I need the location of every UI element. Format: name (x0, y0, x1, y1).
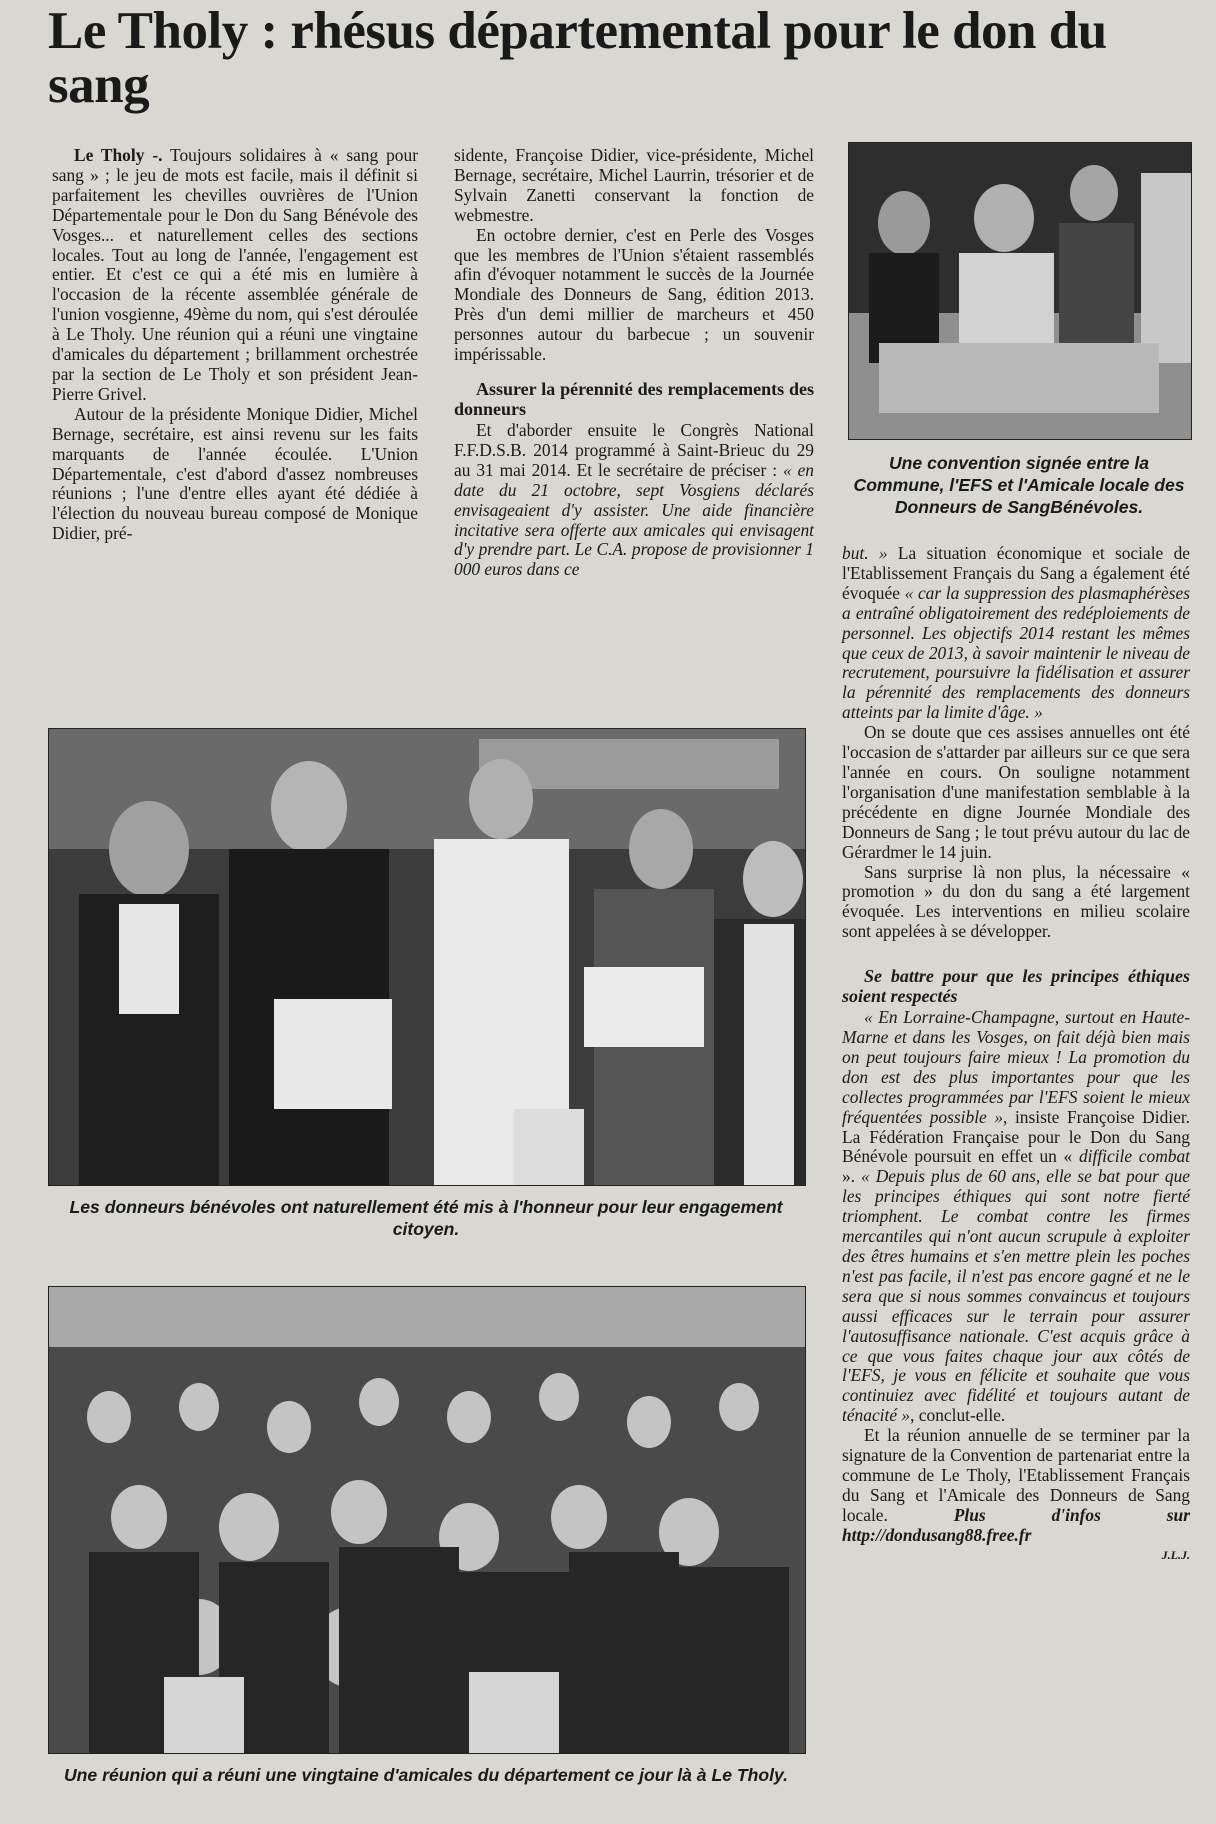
article-column-2 (454, 146, 814, 580)
photo-meeting-audience (48, 1286, 806, 1754)
article-column-1 (52, 146, 418, 544)
photo-placeholder (49, 729, 805, 1185)
subheading: Assurer la pérennité des remplacements des donneurs (454, 378, 814, 419)
paragraph-text: Et d'aborder ensuite le Congrès National F.F.D.S.B. 2014 programmé à Saint-Brieuc du 29 au 31 mai 2014. Et le secrétaire de préciser : (454, 419, 814, 480)
paragraph: Toujours solidaires à « sang pour sang » ; le jeu de mots est facile, mais il définit si parfaitement les chevilles ouvrières de l'Union Départementale pour le Don du Sang Bénévole des Vosges... et naturellement celles des sections locales. Tout au long de l'année, l'engagement est entier. Et c'est ce qui a été mis en lumière à l'occasion de la récente assemblée générale de l'union vosgienne, 49ème du nom, qui s'est déroulée à Le Tholy. Une réunion qui a réuni une vingtaine d'amicales du département ; brillamment orchestrée par la section de Le Tholy et son président Jean-Pierre Grivel. (52, 145, 418, 404)
caption-photo-2: Les donneurs bénévoles ont naturellement été mis à l'honneur pour leur engagement citoyen. (69, 1197, 783, 1239)
photo-honoured-donors (48, 728, 806, 1186)
paragraph-text: Et la réunion annuelle de se terminer par la signature de la Convention de partenariat entre la commune de Le Tholy, l'Etablissement Français du Sang et l'Amicale des Donneurs de Sang locale. (842, 1425, 1190, 1525)
photo-placeholder (49, 1287, 805, 1753)
paragraph: Sans surprise là non plus, la nécessaire « promotion » du don du sang a été largement évoquée. Les interventions en milieu scolaire sont appelées à se développer. (842, 861, 1190, 942)
quote-text: « Depuis plus de 60 ans, elle se bat pour que les principes éthiques qui sont notre fierté triomphent. Le combat contre les firmes mercantiles qui n'ont aucun scrupule à exploiter des êtres humains et s'en mettre plein les poches n'est pas facile, il n'est pas encore gagné et ne le sera que si nous sommes convaincus et toujours aussi efficaces sur le terrain pour assurer l'autosuffisance nationale. C'est acquis grâce à ce que vous faites chaque jour aux côtés de l'EFS, je vous en félicite et souhaite que vous continuiez avec fidélité et toujours autant de ténacité » (842, 1166, 1191, 1426)
subheading: Se battre pour que les principes éthiques soient respectés (842, 966, 1190, 1007)
paragraph: Autour de la présidente Monique Didier, Michel Bernage, secrétaire, est ainsi revenu sur les faits marquants de l'année écoulée. L'Union Départementale, c'est d'abord d'assez nombreuses réunions ; l'une d'entre elles ayant été dédiée à l'élection du nouveau bureau composé de Monique Didier, pré- (52, 403, 418, 544)
quote-text: « en date du 21 octobre, sept Vosgiens déclarés envisageaient d'y assister. Une aide financière incitative sera offerte aux amicales qui envisagent d'y prendre part. Le C.A. propose de provisionner 1 000 euros dans ce (454, 459, 814, 580)
dateline: Le Tholy -. (74, 145, 163, 165)
paragraph-text: , insiste Françoise Didier. La Fédération Française pour le Don du Sang Bénévole poursuit en effet un « (842, 1106, 1190, 1167)
photo-convention-signing (848, 142, 1192, 440)
paragraph: On se doute que ces assises annuelles ont été l'occasion de s'attarder par ailleurs sur ce que sera l'année en cours. On souligne notamment l'organisation d'une manifestation semblable à la précédente en digne Journée Mondiale des Donneurs de Sang ; le tout prévu autour du lac de Gérardmer le 14 juin. (842, 722, 1190, 862)
article-title: Le Tholy : rhésus départemental pour le don du sang (48, 2, 1107, 114)
caption-photo-3: Une réunion qui a réuni une vingtaine d'amicales du département ce jour là à Le Tholy. (63, 1765, 789, 1785)
paragraph: En octobre dernier, c'est en Perle des Vosges que les membres de l'Union s'étaient rassemblés afin d'évoquer notamment le succès de la Journée Mondiale des Donneurs de Sang, édition 2013. Près d'un demi millier de marcheurs et 450 personnes autour du barbecue ; un souvenir impérissable. (454, 224, 814, 365)
quote-text: « En Lorraine-Champagne, surtout en Haute-Marne et dans les Vosges, on fait déjà bien mais on peut toujours faire mieux ! La promotion du don est des plus importantes pour que les collectes programmées par l'EFS soient le mieux fréquentées possible » (842, 1007, 1190, 1127)
photo-placeholder (849, 143, 1191, 439)
article-column-3 (842, 544, 1190, 1566)
quote-text: difficile combat (1078, 1146, 1190, 1167)
paragraph: sidente, Françoise Didier, vice-présidente, Michel Bernage, secrétaire, Michel Laurrin, trésorier et de Sylvain Zanetti conservant la fonction de webmestre. (454, 145, 814, 225)
paragraph-text: ». (842, 1166, 862, 1187)
paragraph-text: La situation économique et sociale de l'Etablissement Français du Sang a également été évoquée (842, 543, 1190, 603)
author-signature: J.L.J. (1161, 1547, 1190, 1562)
caption-photo-1: Une convention signée entre la Commune, l'EFS et l'Amicale locale des Donneurs de SangBénévoles. (853, 453, 1185, 517)
paragraph-text: , conclut-elle. (910, 1405, 1006, 1426)
website-link[interactable]: Plus d'infos sur http://dondusang88.free.fr (842, 1504, 1190, 1545)
quote-text: but. » (842, 543, 888, 563)
quote-text: « car la suppression des plasmaphérèses a entraîné obligatoirement des redéploiements de personnel. Les objectifs 2014 restant les mêmes que ceux de 2013, à savoir maintenir le niveau de recrutement, poursuivre la fidélisation et assurer la pérennité des remplacements des donneurs atteints par la limite d'âge. » (842, 582, 1190, 723)
